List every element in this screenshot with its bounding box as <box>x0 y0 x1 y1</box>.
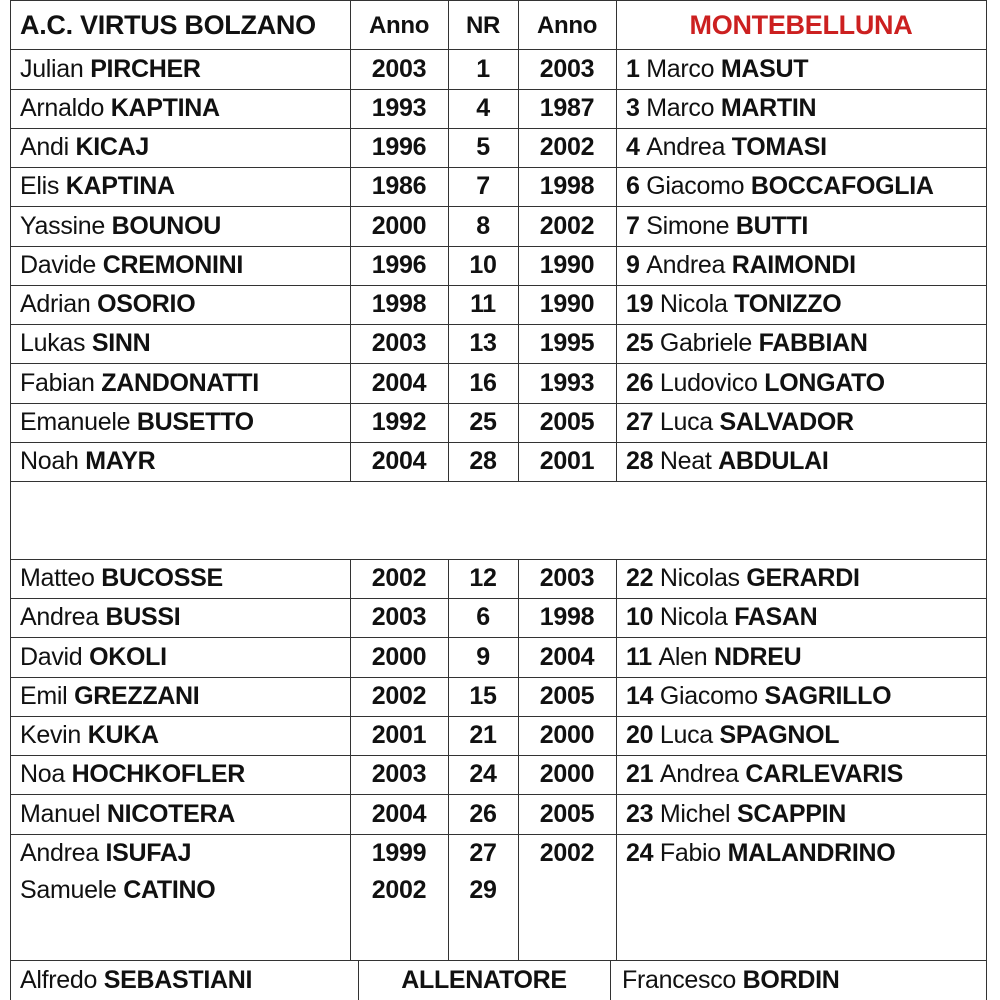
table-row: Samuele CATINO <box>20 875 216 904</box>
home-year: 2004 <box>371 368 427 397</box>
section-spacer <box>11 482 986 559</box>
shirt-number: 27 <box>469 838 497 867</box>
shirt-number: 4 <box>476 94 490 122</box>
coach-label: ALLENATORE <box>401 966 567 994</box>
away-year: 1993 <box>539 368 595 397</box>
home-year: 1999 <box>371 838 427 867</box>
shirt-number: 11 <box>470 290 496 318</box>
home-year: 2002 <box>371 682 427 710</box>
shirt-number: 5 <box>476 133 490 161</box>
away-player: 10 Nicola FASAN <box>626 603 818 631</box>
home-year: 1992 <box>371 408 427 436</box>
away-player: 6 Giacomo BOCCAFOGLIA <box>626 172 934 200</box>
away-year: 2000 <box>539 760 595 788</box>
home-coach: Alfredo SEBASTIANI <box>20 966 253 994</box>
shirt-number: 6 <box>476 603 490 631</box>
table-row: Noa HOCHKOFLER <box>20 760 246 788</box>
away-player: 14 Giacomo SAGRILLO <box>626 682 892 710</box>
nr-header: NR <box>465 11 501 39</box>
table-border-left <box>10 0 11 960</box>
shirt-number: 29 <box>469 875 497 904</box>
table-row: Lukas SINN <box>20 329 151 357</box>
away-player: 3 Marco MARTIN <box>626 94 817 122</box>
table-row: Emanuele BUSETTO <box>20 408 254 436</box>
home-year: 2000 <box>371 642 427 671</box>
table-row: Andi KICAJ <box>20 133 150 161</box>
away-player: 4 Andrea TOMASI <box>626 133 827 161</box>
away-player: 1 Marco MASUT <box>626 55 809 83</box>
away-year: 2002 <box>539 211 595 240</box>
shirt-number: 12 <box>469 564 497 592</box>
away-year: 2005 <box>539 682 595 710</box>
table-row: Noah MAYR <box>20 447 156 475</box>
table-row: Julian PIRCHER <box>20 55 201 83</box>
column-divider <box>616 0 617 960</box>
home-year: 2003 <box>371 55 427 83</box>
anno-header-home: Anno <box>368 11 430 39</box>
table-row: Andrea BUSSI <box>20 603 181 631</box>
home-year: 2001 <box>371 721 427 749</box>
away-year: 1990 <box>539 251 595 279</box>
home-year: 2003 <box>371 329 427 357</box>
table-row: Emil GREZZANI <box>20 682 200 710</box>
shirt-number: 24 <box>469 760 497 788</box>
away-player: 20 Luca SPAGNOL <box>626 721 840 749</box>
away-year: 2002 <box>539 838 595 867</box>
table-row: Kevin KUKA <box>20 721 159 749</box>
away-player: 19 Nicola TONIZZO <box>626 290 842 318</box>
away-year: 1998 <box>539 172 595 200</box>
coach-divider <box>610 960 611 1000</box>
shirt-number: 25 <box>469 408 497 436</box>
home-year: 2003 <box>371 603 427 631</box>
home-year: 1993 <box>371 94 427 122</box>
away-player: 23 Michel SCAPPIN <box>626 799 847 828</box>
away-player: 7 Simone BUTTI <box>626 211 808 240</box>
away-player: 26 Ludovico LONGATO <box>626 368 885 397</box>
home-year: 1986 <box>371 172 427 200</box>
home-year: 2003 <box>371 760 427 788</box>
table-row: Yassine BOUNOU <box>20 211 221 240</box>
shirt-number: 10 <box>469 251 497 279</box>
coach-divider <box>10 960 11 1000</box>
shirt-number: 8 <box>476 211 490 240</box>
home-year: 2002 <box>371 564 427 592</box>
away-year: 1990 <box>539 290 595 318</box>
shirt-number: 13 <box>469 329 497 357</box>
away-year: 2005 <box>539 408 595 436</box>
shirt-number: 26 <box>469 799 497 828</box>
home-year: 2000 <box>371 211 427 240</box>
home-year: 1996 <box>371 251 427 279</box>
shirt-number: 21 <box>469 721 497 749</box>
away-coach: Francesco BORDIN <box>622 966 840 994</box>
away-year: 2005 <box>539 799 595 828</box>
table-row: David OKOLI <box>20 642 167 671</box>
table-row: Andrea ISUFAJ <box>20 838 192 867</box>
table-row: Matteo BUCOSSE <box>20 564 223 592</box>
away-year: 2000 <box>539 721 595 749</box>
row-line <box>10 0 986 1</box>
table-row: Elis KAPTINA <box>20 172 175 200</box>
away-team-name: MONTEBELLUNA <box>689 10 913 40</box>
away-year: 1998 <box>539 603 595 631</box>
home-team-title: A.C. VIRTUS BOLZANO <box>20 10 316 40</box>
table-row: Davide CREMONINI <box>20 251 244 279</box>
away-year: 2003 <box>539 564 595 592</box>
lineup-sheet <box>10 0 986 1000</box>
anno-header-away: Anno <box>536 11 598 39</box>
away-player: 21 Andrea CARLEVARIS <box>626 760 904 788</box>
away-year: 2003 <box>539 55 595 83</box>
away-year: 2001 <box>539 447 595 475</box>
away-year: 2004 <box>539 642 595 671</box>
away-player: 24 Fabio MALANDRINO <box>626 838 896 867</box>
away-player: 11 Alen NDREU <box>626 642 802 671</box>
shirt-number: 28 <box>469 447 497 475</box>
home-year: 2002 <box>371 875 427 904</box>
away-year: 1987 <box>539 94 595 122</box>
home-year: 2004 <box>371 447 427 475</box>
table-row: Adrian OSORIO <box>20 290 196 318</box>
away-player: 27 Luca SALVADOR <box>626 408 854 436</box>
shirt-number: 7 <box>476 172 490 200</box>
shirt-number: 15 <box>469 682 497 710</box>
home-year: 1996 <box>371 133 427 161</box>
away-year: 1995 <box>539 329 595 357</box>
away-player: 9 Andrea RAIMONDI <box>626 251 856 279</box>
shirt-number: 9 <box>476 642 490 671</box>
shirt-number: 1 <box>476 55 490 83</box>
away-player: 28 Neat ABDULAI <box>626 447 829 475</box>
away-team-title <box>616 2 986 49</box>
shirt-number: 16 <box>469 368 497 397</box>
away-player: 25 Gabriele FABBIAN <box>626 329 868 357</box>
home-year: 2004 <box>371 799 427 828</box>
table-border-right <box>986 0 987 1000</box>
table-row: Arnaldo KAPTINA <box>20 94 220 122</box>
table-row: Manuel NICOTERA <box>20 799 236 828</box>
table-row: Fabian ZANDONATTI <box>20 368 259 397</box>
away-year: 2002 <box>539 133 595 161</box>
away-player: 22 Nicolas GERARDI <box>626 564 860 592</box>
home-year: 1998 <box>371 290 427 318</box>
